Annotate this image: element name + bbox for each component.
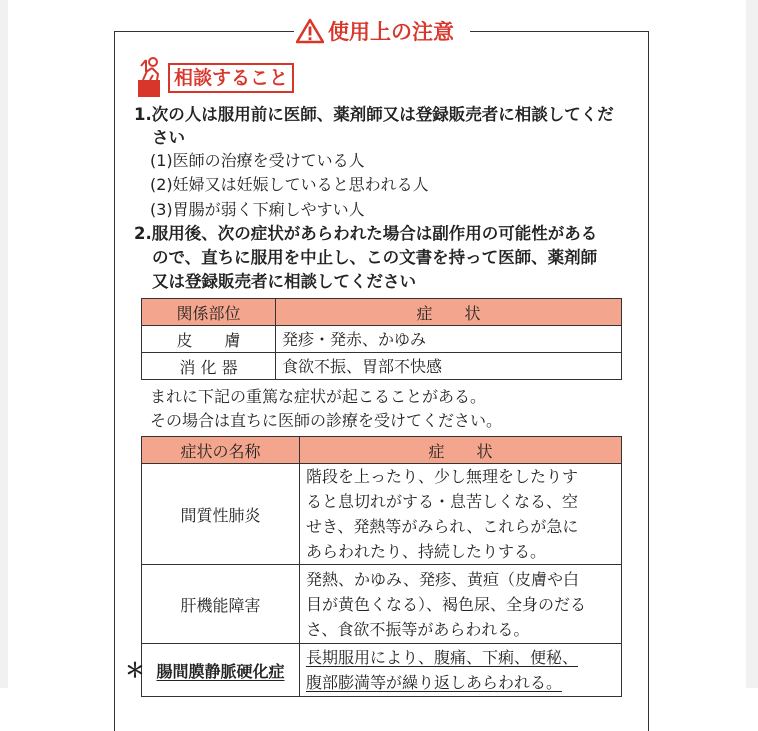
footnote-mark: ＊ (125, 658, 145, 682)
symptom-cell (300, 644, 622, 697)
symptom-line: せき、発熱等がみられ、これらが急に (306, 517, 579, 536)
consult-icon (137, 56, 163, 98)
item-1-sub-3: (3)胃腸が弱く下痢しやすい人 (150, 200, 365, 219)
part-cell: 消 化 器 (142, 353, 276, 380)
table-row (142, 326, 622, 353)
frame-top-border-right (470, 31, 648, 32)
item-2-line-1: 2.服用後、次の症状があらわれた場合は副作用の可能性がある (134, 224, 598, 243)
warning-icon (296, 18, 324, 44)
symptom-line: 目が黄色くなる）、褐色尿、全身のだる (306, 594, 587, 614)
section-heading: 相談すること (168, 63, 294, 93)
page-title-text: 使用上の注意 (328, 20, 454, 44)
symptom-line: 長期服用により、腹痛、下痢、便秘、 (306, 648, 579, 667)
rare-line-2: その場合は直ちに医師の診療を受けてください。 (150, 411, 503, 430)
symptom-cell: 食欲不振、胃部不快感 (276, 353, 622, 380)
name-text: 腸間膜静脈硬化症 (156, 661, 285, 681)
symptom-table (141, 298, 622, 380)
page-margin-right (746, 0, 758, 688)
symptom-line: あらわれたり、持続したりする。 (306, 542, 547, 561)
item-1-line-1: 1.次の人は服用前に医師、薬剤師又は登録販売者に相談してくだ (134, 105, 614, 124)
symptom-line: 腹部膨満等が繰り返しあらわれる。 (306, 673, 563, 692)
name-cell (142, 644, 300, 697)
serious-symptom-table (141, 436, 622, 697)
table-row (142, 644, 622, 697)
table-row (142, 464, 622, 565)
frame-top-border-left (114, 31, 294, 32)
item-2-line-2: ので、直ちに服用を中止し、この文書を持って医師、薬剤師 (152, 248, 598, 267)
symptom-cell (300, 464, 622, 565)
page-margin-left (0, 0, 8, 688)
symptom-cell (300, 565, 622, 644)
name-cell: 肝機能障害 (142, 565, 300, 644)
header-symptom: 症 状 (276, 299, 622, 326)
header-part: 関係部位 (142, 299, 276, 326)
table-header-row (142, 437, 622, 464)
name-cell: 間質性肺炎 (142, 464, 300, 565)
item-1-sub-1: (1)医師の治療を受けている人 (150, 151, 365, 170)
rare-line-1: まれに下記の重篤な症状が起こることがある。 (150, 387, 487, 406)
header-name: 症状の名称 (142, 437, 300, 464)
symptom-line: 階段を上ったり、少し無理をしたりす (306, 467, 579, 486)
part-cell: 皮 膚 (142, 326, 276, 353)
table-row (142, 353, 622, 380)
table-header-row (142, 299, 622, 326)
item-1-line-2: さい (152, 128, 185, 147)
symptom-line: ると息切れがする・息苦しくなる、空 (306, 492, 579, 511)
symptom-line: 発熱、かゆみ、発疹、黄疸（皮膚や白 (306, 569, 579, 589)
page-title (296, 14, 454, 48)
item-2-line-3: 又は登録販売者に相談してください (152, 272, 416, 291)
header-symptom: 症 状 (300, 437, 622, 464)
symptom-line: さ、食欲不振等があらわれる。 (306, 619, 530, 639)
item-1-sub-2: (2)妊婦又は妊娠していると思われる人 (150, 175, 429, 194)
symptom-cell: 発疹・発赤、かゆみ (276, 326, 622, 353)
table-row (142, 565, 622, 644)
